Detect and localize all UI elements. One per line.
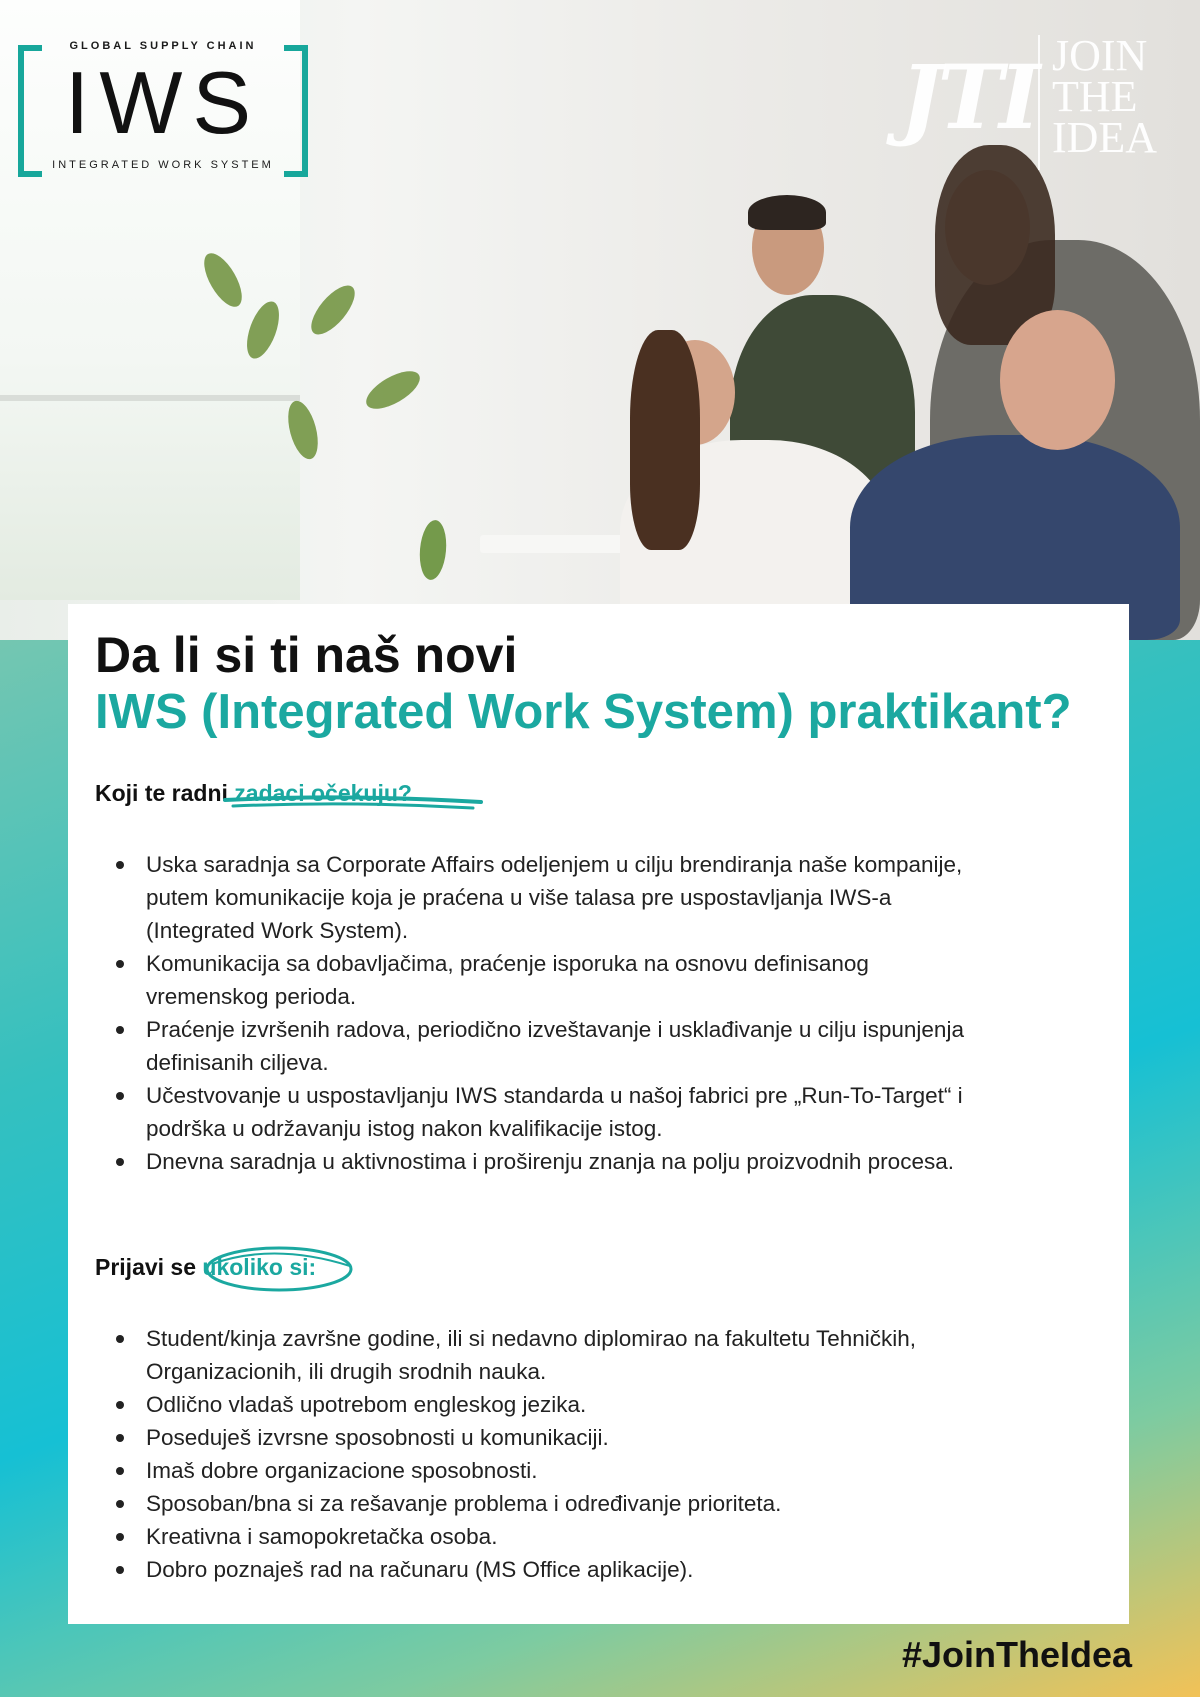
hair xyxy=(748,195,826,230)
list-item: Praćenje izvršenih radova, periodično izveštavanje i usklađivanje u cilju ispunjenja definisanih ciljeva. xyxy=(108,1013,968,1079)
list-item: Dnevna saradnja u aktivnostima i proširenju znanja na polju proizvodnih procesa. xyxy=(108,1145,968,1178)
list-item: Poseduješ izvrsne sposobnosti u komunikaciji. xyxy=(108,1421,1018,1454)
plant-leaf xyxy=(361,364,426,417)
apply-heading-highlight: ukoliko si: xyxy=(202,1254,317,1280)
jti-tagline xyxy=(1052,31,1158,162)
tasks-heading-plain: Koji te radni xyxy=(95,780,235,806)
page-subtitle: IWS (Integrated Work System) praktikant? xyxy=(95,685,1072,739)
tasks-heading-highlight: zadaci očekuju? xyxy=(234,780,412,806)
cactus xyxy=(417,519,448,581)
apply-heading-plain: Prijavi se xyxy=(95,1254,203,1280)
jti-logo xyxy=(900,31,1195,175)
tasks-list xyxy=(108,848,968,1178)
list-item: Odlično vladaš upotrebom engleskog jezika. xyxy=(108,1388,1018,1421)
hashtag: #JoinTheIdea xyxy=(901,1634,1132,1675)
brush-underline xyxy=(223,792,483,812)
logo-bottom-text: INTEGRATED WORK SYSTEM xyxy=(52,159,274,171)
person-head xyxy=(1000,310,1115,450)
list-item: Imaš dobre organizacione sposobnosti. xyxy=(108,1454,1018,1487)
jti-mark: JTI xyxy=(900,45,1037,149)
list-item: Kreativna i samopokretačka osoba. xyxy=(108,1520,1018,1553)
tagline-line: JOIN xyxy=(1052,31,1148,80)
plant-leaf xyxy=(304,279,362,342)
tagline-line: IDEA xyxy=(1052,113,1158,162)
brush-circle xyxy=(204,1244,354,1294)
iws-logo xyxy=(18,40,308,175)
list-item: Sposoban/bna si za rešavanje problema i određivanje prioriteta. xyxy=(108,1487,1018,1520)
content-card xyxy=(68,604,1129,1624)
page-title: Da li si ti naš novi xyxy=(95,627,518,683)
logo-top-text: GLOBAL SUPPLY CHAIN xyxy=(69,40,257,52)
list-item: Uska saradnja sa Corporate Affairs odeljenjem u cilju brendiranja naše kompanije, putem komunikacije koja je praćena u više talasa pre uspostavljanja IWS-a (Integrated Work System). xyxy=(108,848,968,947)
logo-divider xyxy=(1038,35,1040,170)
list-item: Dobro poznaješ rad na računaru (MS Office aplikacije). xyxy=(108,1553,1018,1586)
requirements-list xyxy=(108,1322,1018,1586)
logo-main-text: IWS xyxy=(64,53,262,152)
window-frame xyxy=(0,395,300,401)
list-item: Student/kinja završne godine, ili si nedavno diplomirao na fakultetu Tehničkih, Organizacionih, ili drugih srodnih nauka. xyxy=(108,1322,1018,1388)
tagline-line: THE xyxy=(1052,72,1138,121)
list-item: Komunikacija sa dobavljačima, praćenje isporuka na osnovu definisanog vremenskog perioda. xyxy=(108,947,968,1013)
list-item: Učestvovanje u uspostavljanju IWS standarda u našoj fabrici pre „Run-To-Target“ i podrška u održavanju istog nakon kvalifikacije istog. xyxy=(108,1079,968,1145)
hair xyxy=(630,330,700,550)
